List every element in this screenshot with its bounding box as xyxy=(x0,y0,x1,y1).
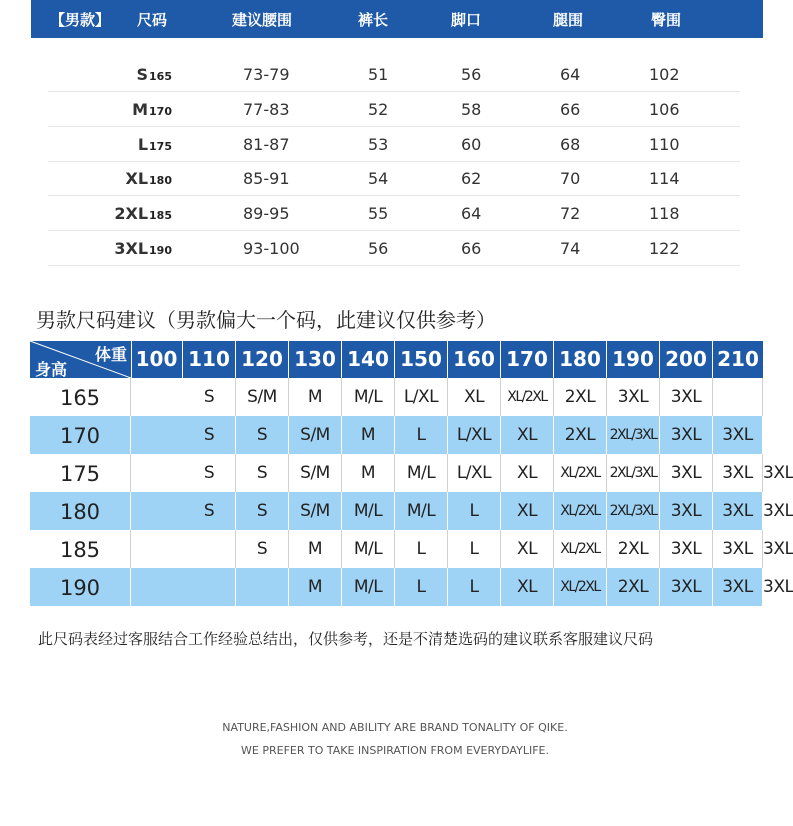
height-cell: 185 xyxy=(30,530,131,568)
hip-cell: 110 xyxy=(649,134,680,154)
size-suggestion-cell: L xyxy=(395,568,448,606)
size-suggestion-cell: M xyxy=(342,416,395,454)
height-cell: 165 xyxy=(30,378,131,416)
size-suggestion-cell: S xyxy=(183,378,236,416)
size-suggestion-cell: 2XL xyxy=(607,568,660,606)
size-suggestion-cell: 3XL xyxy=(713,568,763,606)
size-row xyxy=(48,127,740,162)
weight-cell: 150 xyxy=(395,341,448,378)
size-suggestion-cell: S xyxy=(236,492,289,530)
size-suggestion-cell: 2XL/3XL xyxy=(607,454,660,492)
size-suggestion-cell: 3XL xyxy=(660,454,713,492)
height-cell: 175 xyxy=(30,454,131,492)
size-suggestion-cell: 3XL xyxy=(763,539,793,559)
size-suggestion-cell: L xyxy=(448,568,501,606)
size-row xyxy=(48,92,740,127)
size-suggestion-cell: 2XL xyxy=(554,378,607,416)
size-suggestion-cell xyxy=(183,530,236,568)
corner-cell xyxy=(30,341,132,378)
hip-cell: 114 xyxy=(649,169,680,189)
size-suggestion-cell: S xyxy=(236,454,289,492)
size-suggestion-cell: 3XL xyxy=(713,454,763,492)
thigh-cell: 72 xyxy=(560,204,581,224)
length-cell: 54 xyxy=(368,169,389,189)
size-suggestion-cell: S/M xyxy=(236,378,289,416)
size-suggestion-cell: L xyxy=(448,530,501,568)
size-label xyxy=(138,130,172,156)
weight-label: 体重 xyxy=(94,345,127,364)
waist-cell: 73-79 xyxy=(243,65,290,84)
size-suggestion-cell: M/L xyxy=(395,454,448,492)
size-suggestion-cell: S xyxy=(183,416,236,454)
size-height: 180 xyxy=(149,174,172,188)
size-suggestion-cell: 3XL xyxy=(660,378,713,416)
size-suggestion-cell: M/L xyxy=(395,492,448,530)
size-suggestion-cell: M/L xyxy=(342,530,395,568)
hip-cell: 118 xyxy=(649,204,680,224)
size-table-header xyxy=(31,0,763,38)
size-suggestion-cell: XL/2XL xyxy=(554,454,607,492)
length-cell: 51 xyxy=(368,65,389,84)
size-suggestion-cell: S xyxy=(236,416,289,454)
size-suggestion-cell: L xyxy=(448,492,501,530)
height-cell: 190 xyxy=(30,568,131,606)
thigh-cell: 74 xyxy=(560,239,581,258)
size-suggestion-cell: S/M xyxy=(289,492,342,530)
length-cell: 52 xyxy=(368,99,389,119)
length-cell: 55 xyxy=(368,204,389,224)
height-cell: 170 xyxy=(30,416,131,454)
weight-cell: 130 xyxy=(289,341,342,378)
weight-cell: 100 xyxy=(131,341,183,378)
height-row xyxy=(30,378,763,416)
size-suggestion-cell: S xyxy=(183,492,236,530)
size-suggestion-cell: M/L xyxy=(342,492,395,530)
header-thigh: 腿围 xyxy=(553,11,584,29)
recommendation-table xyxy=(30,341,793,606)
size-suggestion-cell xyxy=(236,568,289,606)
weight-header-row xyxy=(30,341,763,378)
weight-cell: 120 xyxy=(236,341,289,378)
size-height: 190 xyxy=(149,244,172,257)
weight-cell: 170 xyxy=(501,341,554,378)
size-suggestion-cell: L/XL xyxy=(395,378,448,416)
size-suggestion-cell: XL/2XL xyxy=(554,492,607,530)
size-label xyxy=(132,95,172,121)
hip-cell: 122 xyxy=(649,239,680,258)
weight-cell: 200 xyxy=(660,341,713,378)
size-suggestion-cell: M/L xyxy=(342,568,395,606)
weight-cell: 180 xyxy=(554,341,607,378)
size-suggestion-cell: 3XL xyxy=(660,530,713,568)
size-suggestion-cell xyxy=(183,568,236,606)
footer-line-1: NATURE,FASHION AND ABILITY ARE BRAND TONALITY OF QIKE. xyxy=(222,721,568,734)
size-height: 175 xyxy=(149,139,172,153)
size-suggestion-cell: XL xyxy=(501,568,554,606)
header-waist: 建议腰围 xyxy=(232,11,293,29)
size-code: 2XL xyxy=(114,204,149,224)
size-suggestion-cell: 3XL xyxy=(713,416,763,454)
size-suggestion-cell: 2XL xyxy=(554,416,607,454)
hem-cell: 64 xyxy=(461,204,482,224)
header-hem: 脚口 xyxy=(451,11,482,29)
header-hip: 臀围 xyxy=(651,11,682,29)
size-row xyxy=(48,161,740,196)
size-suggestion-cell: 2XL/3XL xyxy=(607,492,660,530)
size-suggestion-cell: 3XL xyxy=(713,530,763,568)
header-length: 裤长 xyxy=(358,11,389,29)
size-suggestion-cell: 3XL xyxy=(607,378,660,416)
size-suggestion-cell: 3XL xyxy=(763,577,793,597)
length-cell: 56 xyxy=(368,239,389,258)
size-code: 3XL xyxy=(114,239,149,258)
size-suggestion-cell: XL/2XL xyxy=(554,530,607,568)
size-suggestion-cell: 2XL/3XL xyxy=(607,416,660,454)
hip-cell: 106 xyxy=(649,99,680,119)
size-row xyxy=(48,196,740,231)
size-suggestion-cell: 3XL xyxy=(660,416,713,454)
height-row xyxy=(30,568,793,606)
hip-cell: 102 xyxy=(649,65,680,84)
note-text: 此尺码表经过客服结合工作经验总结出，仅供参考，还是不清楚选码的建议联系客服建议尺码 xyxy=(38,630,654,648)
header-size: 尺码 xyxy=(137,11,168,29)
size-row xyxy=(48,231,740,266)
size-suggestion-cell: 2XL xyxy=(607,530,660,568)
weight-cell: 140 xyxy=(342,341,395,378)
size-suggestion-cell: 3XL xyxy=(660,492,713,530)
size-suggestion-cell: XL xyxy=(448,378,501,416)
size-suggestion-cell: L/XL xyxy=(448,416,501,454)
waist-cell: 85-91 xyxy=(243,169,290,189)
hem-cell: 62 xyxy=(461,169,482,189)
size-suggestion-cell: XL xyxy=(501,416,554,454)
size-height: 165 xyxy=(149,70,172,83)
waist-cell: 77-83 xyxy=(243,99,290,119)
size-suggestion-cell: L xyxy=(395,530,448,568)
size-code: S xyxy=(136,65,149,84)
recommendation-title: 男款尺码建议（男款偏大一个码，此建议仅供参考） xyxy=(36,308,496,332)
waist-cell: 89-95 xyxy=(243,204,290,224)
size-row xyxy=(48,57,740,92)
size-suggestion-cell: XL xyxy=(501,492,554,530)
weight-cell: 190 xyxy=(607,341,660,378)
size-label xyxy=(137,60,173,86)
height-row xyxy=(30,530,793,568)
thigh-cell: 64 xyxy=(560,65,581,84)
size-suggestion-cell: S xyxy=(183,454,236,492)
size-suggestion-cell: 3XL xyxy=(660,568,713,606)
hem-cell: 66 xyxy=(461,239,482,258)
size-code: M xyxy=(132,99,149,119)
size-suggestion-cell: 3XL xyxy=(763,501,793,521)
size-height: 170 xyxy=(149,104,172,118)
size-label xyxy=(114,199,172,225)
thigh-cell: 66 xyxy=(560,99,581,119)
height-row xyxy=(30,454,793,492)
thigh-cell: 70 xyxy=(560,169,581,189)
height-row xyxy=(30,492,793,530)
waist-cell: 81-87 xyxy=(243,134,290,154)
size-suggestion-cell: M/L xyxy=(342,378,395,416)
size-suggestion-cell: L/XL xyxy=(448,454,501,492)
size-suggestion-cell: XL xyxy=(501,454,554,492)
height-label: 身高 xyxy=(35,360,68,379)
size-suggestion-cell: 3XL xyxy=(763,463,793,483)
weight-cell: 160 xyxy=(448,341,501,378)
size-suggestion-cell: M xyxy=(342,454,395,492)
size-suggestion-cell: 3XL xyxy=(713,492,763,530)
header-men: 【男款】 xyxy=(50,11,111,29)
size-suggestion-cell: S xyxy=(236,530,289,568)
hem-cell: 60 xyxy=(461,134,482,154)
height-cell: 180 xyxy=(30,492,131,530)
size-code: XL xyxy=(125,169,149,189)
weight-cell: 210 xyxy=(717,347,759,371)
size-suggestion-cell: M xyxy=(289,378,342,416)
hem-cell: 56 xyxy=(461,65,482,84)
size-suggestion-cell: L xyxy=(395,416,448,454)
size-suggestion-cell: M xyxy=(289,530,342,568)
size-suggestion-cell: XL/2XL xyxy=(501,378,554,416)
size-label xyxy=(126,164,173,190)
size-suggestion-cell: XL xyxy=(501,530,554,568)
size-suggestion-cell: S/M xyxy=(289,416,342,454)
footer-line-2: WE PREFER TO TAKE INSPIRATION FROM EVERYDAYLIFE. xyxy=(241,744,549,757)
waist-cell: 93-100 xyxy=(243,239,300,258)
size-suggestion-cell xyxy=(713,378,763,416)
size-suggestion-cell: S/M xyxy=(289,454,342,492)
weight-cell: 110 xyxy=(183,341,236,378)
size-suggestion-cell: XL/2XL xyxy=(554,568,607,606)
length-cell: 53 xyxy=(368,134,389,154)
size-label xyxy=(114,234,172,260)
height-row xyxy=(30,416,763,454)
size-code: L xyxy=(137,134,149,154)
size-height: 185 xyxy=(149,209,172,223)
size-suggestion-cell: M xyxy=(289,568,342,606)
thigh-cell: 68 xyxy=(560,134,581,154)
hem-cell: 58 xyxy=(461,99,482,119)
